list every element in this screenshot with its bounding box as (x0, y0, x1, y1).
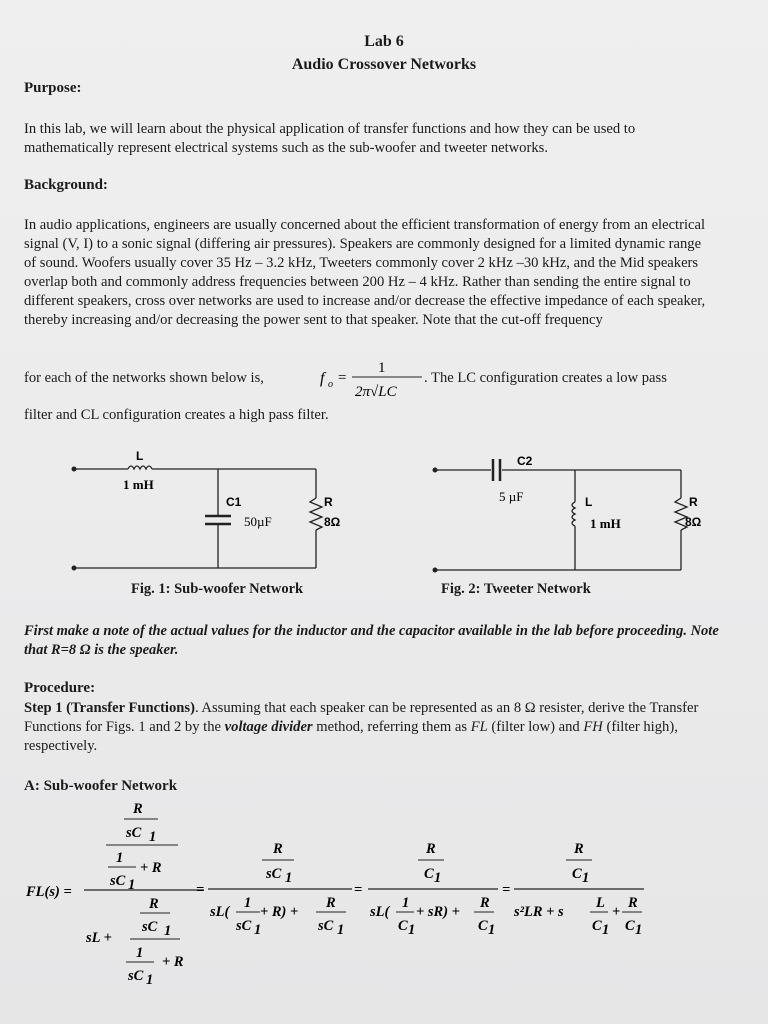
t2-R: R (326, 895, 336, 911)
t4-R: R (628, 895, 638, 911)
fig1-c-label: C1 (226, 495, 242, 509)
eq-equals-3: = (502, 882, 511, 898)
t1-one: 1 (116, 850, 124, 866)
fig1-caption: Fig. 1: Sub-woofer Network (131, 581, 304, 597)
purpose-text: In this lab, we will learn about the physical application of transfer functions and how they can be used to mathematically represent electrical systems such as the sub-woofer and tweeter networks. (24, 121, 636, 156)
t4-sub3: 1 (635, 922, 643, 938)
formula-tail: filter and CL configuration creates a high pass filter. (24, 407, 329, 423)
t2-num: R (273, 841, 283, 857)
t3-C: C (398, 918, 408, 934)
t3-den: sL( (370, 904, 390, 920)
doc-title: Lab 6 (364, 33, 404, 50)
t2-sub1: 1 (285, 870, 293, 886)
t3-sub2: 1 (408, 922, 416, 938)
fig2-r-value: 8Ω (685, 515, 702, 529)
t1-sub4: 1 (146, 972, 154, 986)
t1-num-R: R (133, 801, 143, 817)
fig1-l-label: L (136, 449, 144, 463)
t4-num: R (574, 841, 584, 857)
purpose-heading: Purpose: (24, 80, 82, 96)
t2-num-d: sC (266, 866, 282, 882)
t1-den-plusR: + R (162, 954, 184, 970)
formula-lead: for each of the networks shown below is, (24, 370, 264, 386)
doc-subtitle: Audio Crossover Networks (291, 56, 477, 73)
step1-paragraph (24, 699, 744, 756)
formula-after: . The LC configuration creates a low pass (424, 370, 667, 386)
t3-sub1: 1 (434, 870, 442, 886)
fig2-r-label: R (689, 495, 698, 509)
eq-equals-2: = (354, 882, 363, 898)
cutoff-formula (318, 356, 428, 402)
t1-den-R: R (149, 896, 159, 912)
t4-plus: + (612, 904, 621, 920)
step1-text2: method, referring them as (316, 719, 468, 735)
step1-label: Step 1 (Transfer Functions) (24, 700, 195, 716)
t2-sub2: 1 (254, 922, 262, 938)
subwoofer-circuit (60, 440, 360, 580)
eq-lhs: FL(s) = (26, 884, 72, 900)
fig2-c-value: 5 µF (499, 489, 524, 504)
t4-sub1: 1 (582, 870, 590, 886)
step1-method: voltage divider (224, 719, 313, 735)
step1-fl: FL (470, 719, 488, 735)
step1-and: and (558, 719, 580, 735)
t1-plusR: + R (140, 860, 162, 876)
t3-plus: + sR) + (416, 904, 460, 920)
t1-sub2: 1 (128, 877, 136, 893)
fig1-r-value: 8Ω (324, 515, 341, 529)
inductor-icon (128, 466, 152, 469)
t4-C: C (592, 918, 602, 934)
inductor-icon (572, 502, 575, 526)
formula-eq: = (338, 370, 347, 386)
fig2-c-label: C2 (517, 454, 533, 468)
fig1-r-label: R (324, 495, 333, 509)
t1-sub: 1 (149, 829, 157, 845)
t4-C2: C (625, 918, 635, 934)
t4-numd: C (572, 866, 582, 882)
procedure-heading: Procedure: (24, 680, 96, 696)
t1-sC1: sC (110, 873, 126, 889)
lab-note: First make a note of the actual values for the inductor and the capacitor available in the lab before proceeding. Note that R=8 Ω is the speaker. (24, 623, 719, 658)
section-a-heading: A: Sub-woofer Network (24, 778, 178, 794)
formula-f: f (320, 370, 325, 387)
t1-den-sC: sC (142, 919, 158, 935)
background-text: In audio applications, engineers are usually concerned about the efficient transformation of energy from an electrical signal (V, I) to a sonic signal (differing air pressures). Speakers are commonly designed for a limited dynamic range of sound. Woofers usually cover 35 Hz – 3.2 kHz, Tweeters commonly cover 2 kHz –30 kHz, and the Mid speakers overlap both and commonly address frequencies between 200 Hz – 4 kHz. Rather than sending the entire signal to different speakers, cross over networks are used to increase and/or decrease the effective impedance of each speaker, thereby increasing and/or decreasing the power sent to that speaker. Note that the cut-off frequency (24, 217, 706, 328)
fig2-l-value: 1 mH (590, 516, 621, 531)
formula-den: 2π√LC (355, 384, 397, 400)
fig1-c-value: 50µF (244, 514, 272, 529)
fig2-l-label: L (585, 495, 593, 509)
step1-fh: FH (583, 719, 603, 735)
t1-den-sL: sL + (86, 930, 112, 946)
formula-num: 1 (378, 360, 386, 376)
t2-plusR: + R) + (260, 904, 299, 920)
t2-den: sL( (210, 904, 230, 920)
step1-text: . Assuming that each speaker can be represented as an 8 Ω resister, derive the Transfer Functions for Figs. 1 and 2 by the (24, 700, 699, 735)
t3-num: R (426, 841, 436, 857)
tweeter-circuit (425, 440, 725, 580)
t3-one: 1 (402, 895, 410, 911)
t2-one: 1 (244, 895, 252, 911)
fig2-caption: Fig. 2: Tweeter Network (441, 581, 591, 597)
background-heading: Background: (24, 177, 108, 193)
t3-numd: C (424, 866, 434, 882)
t2-sC: sC (236, 918, 252, 934)
t1-num-sC: sC (126, 825, 142, 841)
t2-sC2: sC (318, 918, 334, 934)
t4-den: s²LR + s (514, 904, 564, 920)
step1-fl-desc: (filter low) (491, 719, 555, 735)
t3-C2: C (478, 918, 488, 934)
t3-sub3: 1 (488, 922, 496, 938)
t1-den-one: 1 (136, 945, 144, 961)
fig1-l-value: 1 mH (123, 477, 154, 492)
t4-sub2: 1 (602, 922, 610, 938)
eq-equals-1: = (196, 882, 205, 898)
t4-L: L (596, 895, 605, 911)
t2-sub3: 1 (337, 922, 345, 938)
step1-fh-desc: (filter high), respectively. (24, 719, 678, 754)
transfer-function-equation (20, 796, 660, 986)
t1-den-sC1: sC (128, 968, 144, 984)
formula-sub: o (328, 379, 333, 390)
t1-sub3: 1 (164, 923, 172, 939)
resistor-icon (310, 498, 322, 530)
t3-R: R (480, 895, 490, 911)
